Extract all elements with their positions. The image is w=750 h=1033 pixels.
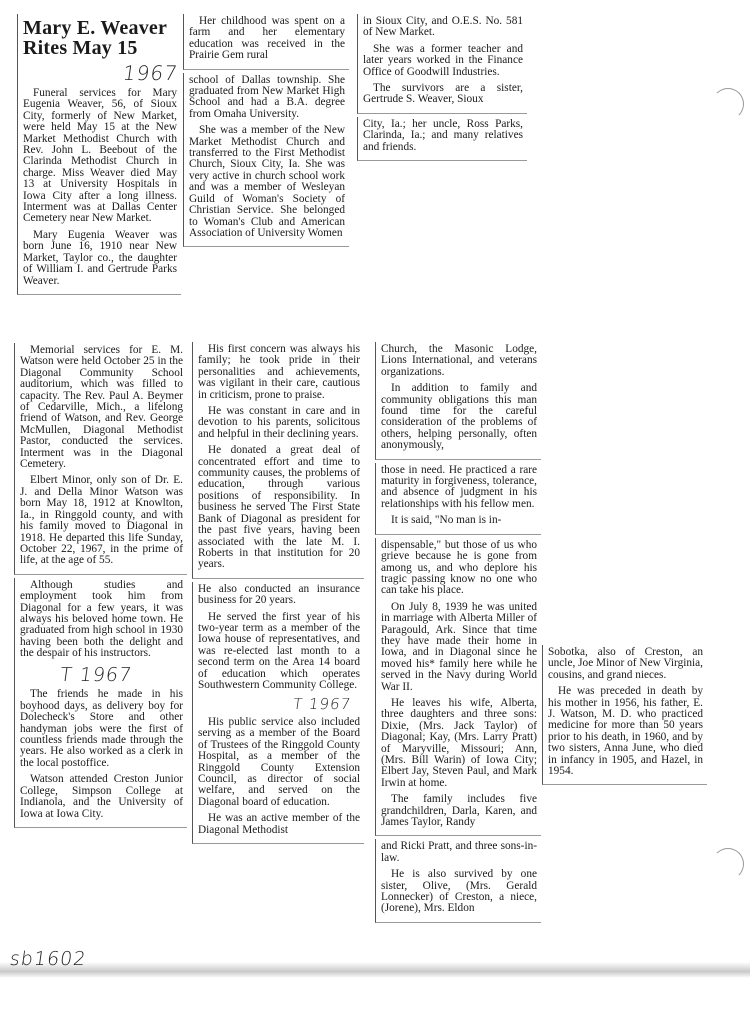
article-paragraph: It is said, "No man is in- (391, 514, 502, 527)
weaver-column-3-top (357, 14, 527, 114)
watson-column-3-part-4 (375, 839, 541, 922)
watson-column-2-top (192, 342, 364, 579)
weaver-column-2-bottom (183, 73, 349, 248)
headline-line-1: Mary E. Weaver (23, 17, 168, 39)
article-paragraph: Her childhood was spent on a farm and her elementary education was received in the Prairie Gem rural (189, 15, 345, 62)
article-paragraph: He was an active member of the Diagonal Methodist (198, 812, 360, 836)
handwritten-page-id: sb1602 (8, 948, 88, 970)
article-paragraph: He served the first year of his two-year term as a member of the Iowa house of representatives, and was re-elected last month to a second term on the Area 14 board of education which operates Southwestern Community College. (198, 610, 360, 691)
article-paragraph: Funeral services for Mary Eugenia Weaver, 56, of Sioux City, formerly of New Market, were held May 15 at the New Market Methodist Church with Rev. John L. Beebout of the Clarinda Methodist Church in charge. Miss Weaver died May 13 at University Hospitals in Iowa City after a long illness. Interment was at Dallas Center Cemetery near New Market. (23, 87, 177, 225)
article-paragraph: Church, the Masonic Lodge, Lions International, and veterans organizations. (381, 343, 537, 378)
article-paragraph: She was a former teacher and later years worked in the Finance Office of Goodwill Industries. (363, 42, 523, 78)
weaver-headline (23, 18, 177, 58)
watson-column-4 (542, 645, 707, 785)
watson-column-3-part-1 (375, 342, 541, 460)
watson-column-3-stack (375, 342, 541, 926)
article-paragraph: His first concern was always his family; he took pride in their personalities and achievements, was vigilant in their care, cautious in criticism, prone to praise. (198, 343, 360, 401)
article-paragraph: Memorial services for E. M. Watson were held October 25 in the Diagonal Community School auditorium, which was filled to capacity. The Rev. Paul A. Beymer of Cedarville, Mich., a lifelong friend of Watson, and Rev. George McMullen, Diagonal Methodist Pastor, conducted the services. Interment was in the Diagonal Cemetery. (20, 344, 183, 471)
article-paragraph: Elbert Minor, only son of Dr. E. J. and Della Minor Watson was born May 18, 1912 at Knowlton, Ia., in Ringgold county, and with his family moved to Diagonal in 1918. He departed this life Sunday, October 22, 1967, in the prime of life, at the age of 55. (20, 474, 183, 567)
article-paragraph: those in need. He practiced a rare maturity in forgiveness, tolerance, and absence of judgment in his relationships with his fellow men. (381, 463, 537, 510)
watson-column-4-stack (542, 645, 707, 788)
article-paragraph: He was preceded in death by his mother in 1956, his father, E. J. Watson, M. D. who practiced medicine for more than 50 years prior to his death, in 1960, and by two sisters, Anna June, who died in infancy in 1905, and Hazel, in 1954. (548, 685, 703, 778)
watson-column-1-bottom (14, 578, 187, 828)
weaver-column-3-stack (357, 14, 527, 164)
article-paragraph: The friends he made in his boyhood days, as delivery boy for Dolecheck's Store and other handyman jobs were the first of countless friends made through the years. He also worked as a clerk in the local postoffice. (20, 688, 183, 769)
handwritten-note: T 1967 (58, 663, 134, 686)
article-paragraph: The survivors are a sister, Gertrude S. Weaver, Sioux (363, 82, 523, 106)
article-paragraph: dispensable," but those of us who grieve because he is gone from among us, and who deplore his tragic passing know no one who can take his place. (381, 538, 537, 597)
scan-shadow (0, 962, 750, 978)
article-paragraph: On July 8, 1939 he was united in marriage with Alberta Miller of Paragould, Ark. Since that time they have made their home in Iowa, and in Diagonal since he moved his* family here while he served in the Navy during World War II. (381, 600, 537, 693)
article-paragraph: She was a member of the New Market Methodist Church and transferred to the First Methodist Church, Sioux City, Ia. She was very active in church school work and was a member of Wesleyan Guild of Woman's Society of Christian Service. She belonged to Woman's Club and American Association of University Women (189, 124, 345, 239)
article-paragraph: school of Dallas township. She graduated from New Market High School and had a B.A. degree from Omaha University. (189, 73, 345, 120)
watson-column-2-stack (192, 342, 364, 847)
article-paragraph: Watson attended Creston Junior College, Simpson College at Indianola, and the University of Iowa at Iowa City. (20, 773, 183, 820)
article-paragraph: His public service also included serving as a member of the Board of Trustees of the Ringgold County Hospital, as a member of the Ringgold County Extension Council, as director of social welfare, and served on the Diagonal board of education. (198, 715, 360, 808)
article-paragraph: He also conducted an insurance business for 20 years. (198, 582, 360, 607)
handwritten-year: 1967 (121, 61, 180, 85)
weaver-column-2-top (183, 14, 349, 70)
handwritten-note: T 1967 (291, 695, 353, 714)
paper-curl-mark (712, 88, 744, 120)
article-paragraph: He is also survived by one sister, Olive, (Mrs. Gerald Lonnecker) of Creston, a niece, (Jorene), Mrs. Eldon (381, 868, 537, 915)
article-paragraph: Sobotka, also of Creston, an uncle, Joe Minor of New Virginia, cousins, and grand nieces. (548, 646, 703, 681)
article-paragraph: City, Ia.; her uncle, Ross Parks, Clarinda, Ia.; and many relatives and friends. (363, 117, 523, 153)
article-paragraph: In addition to family and community obligations this man found time for the careful consideration of the problems of others, helping personally, often anonymously, (381, 382, 537, 452)
headline-line-2: Rites May 15 (23, 37, 138, 59)
watson-column-3-part-2 (375, 463, 541, 535)
weaver-column-3-bottom (357, 117, 527, 161)
weaver-column-2-stack (183, 14, 349, 250)
article-paragraph: and Ricki Pratt, and three sons-in-law. (381, 840, 537, 864)
article-paragraph: He was constant in care and in devotion to his parents, solicitous and helpful in their declining years. (198, 405, 360, 440)
article-paragraph: He leaves his wife, Alberta, three daughters and three sons: Dixie, (Mrs. Jack Taylor) of Diagonal; Kay, (Mrs. Larry Pratt) of Maryville, Missouri; Ann, (Mrs. Bill Warin) of Iowa City; Elbert Jay, Steven Paul, and Mark Irwin at home. (381, 696, 537, 789)
watson-column-3-part-3 (375, 538, 541, 837)
weaver-column-1-stack (17, 14, 181, 298)
article-paragraph: The family includes five grandchildren, Darla, Karen, and James Taylor, Randy (381, 793, 537, 829)
paper-curl-mark (712, 848, 744, 880)
watson-column-1-top (14, 343, 187, 575)
article-paragraph: Mary Eugenia Weaver was born June 16, 1910 near New Market, Taylor co., the daughter of William I. and Gertrude Parks Weaver. (23, 228, 177, 287)
watson-column-1-stack (14, 343, 187, 831)
article-paragraph: Although studies and employment took him from Diagonal for a few years, it was always his beloved home town. He graduated from high school in 1930 having been both the delight and the despair of his instructors. (20, 578, 183, 660)
watson-column-2-bottom (192, 582, 364, 844)
article-paragraph: He donated a great deal of concentrated effort and time to community causes, the problems of education, through various positions of responsibility. In business he served The First State Bank of Diagonal as president for the past five years, having been associated with the late M. I. Roberts in that institution for 20 years. (198, 444, 360, 571)
article-paragraph: in Sioux City, and O.E.S. No. 581 of New Market. (363, 15, 523, 39)
weaver-column-1 (17, 14, 181, 295)
